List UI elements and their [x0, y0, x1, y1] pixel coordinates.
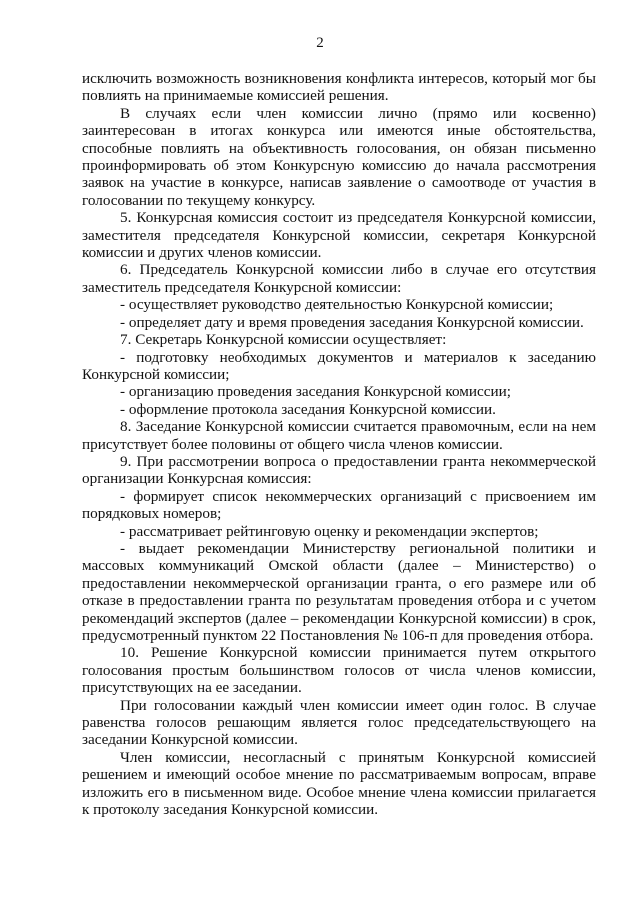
- paragraph-item-5: 5. Конкурсная комиссия состоит из председателя Конкурсной комиссии, заместителя председателя Конкурсной комиссии, секретаря Конкурсной комиссии и других членов комиссии.: [82, 209, 596, 262]
- document-body: [82, 70, 596, 818]
- list-item: - рассматривает рейтинговую оценку и рекомендации экспертов;: [120, 522, 539, 540]
- list-item: - формирует список некоммерческих организаций с присвоением им порядковых номеров;: [82, 487, 596, 523]
- page-number: 2: [316, 35, 324, 51]
- list-item: - подготовку необходимых документов и материалов к заседанию Конкурсной комиссии;: [82, 348, 596, 383]
- list-item: - выдает рекомендации Министерству региональной политики и массовых коммуникаций Омской области (далее – Министерство) о предоставлении некоммерческой организации гранта, о его размере или об отказе в предоставлении гранта по результатам проведения отбора и с учетом рекомендаций экспертов (далее – рекомендации Конкурсной комиссии) в срок, предусмотренный пунктом 22 Постановления № 106-п для проведения отбора.: [82, 539, 596, 644]
- paragraph-item-9: 9. При рассмотрении вопроса о предоставлении гранта некоммерческой организации Конкурсная комиссия:: [82, 452, 596, 488]
- paragraph-item-7: 7. Секретарь Конкурсной комиссии осуществляет:: [120, 331, 447, 349]
- paragraph-item-10: 10. Решение Конкурсной комиссии принимается путем открытого голосования простым большинством голосов от числа членов комиссии, присутствующих на ее заседании.: [82, 644, 596, 697]
- paragraph-item-6: 6. Председатель Конкурсной комиссии либо в случае его отсутствия заместитель председателя Конкурсной комиссии:: [82, 261, 596, 296]
- list-item: - организацию проведения заседания Конкурсной комиссии;: [120, 383, 512, 401]
- paragraph-item-8: 8. Заседание Конкурсной комиссии считается правомочным, если на нем присутствует более половины от общего числа членов комиссии.: [82, 418, 596, 453]
- paragraph-conflict-continuation: исключить возможность возникновения конфликта интересов, который мог бы повлиять на принимаемые комиссией решения.: [82, 70, 596, 105]
- list-item: - оформление протокола заседания Конкурсной комиссии.: [120, 400, 496, 418]
- paragraph-self-recusal: В случаях если член комиссии лично (прямо или косвенно) заинтересован в итогах конкурса или имеются иные обстоятельства, способные повлиять на объективность голосования, он обязан письменно проинформировать об этом Конкурсную комиссию до начала рассмотрения заявок на участие в конкурсе, написав заявление о самоотводе от участия в голосовании по текущему конкурсу.: [82, 104, 596, 209]
- list-item: - определяет дату и время проведения заседания Конкурсной комиссии.: [120, 313, 584, 331]
- list-item: - осуществляет руководство деятельностью Конкурсной комиссии;: [120, 296, 554, 314]
- paragraph-voting-rule: При голосовании каждый член комиссии имеет один голос. В случае равенства голосов решающим является голос председательствующего на заседании Конкурсной комиссии.: [82, 696, 596, 749]
- paragraph-dissenting-opinion: Член комиссии, несогласный с принятым Конкурсной комиссией решением и имеющий особое мнение по рассматриваемым вопросам, вправе изложить его в письменном виде. Особое мнение члена комиссии прилагается к протоколу заседания Конкурсной комиссии.: [82, 748, 596, 819]
